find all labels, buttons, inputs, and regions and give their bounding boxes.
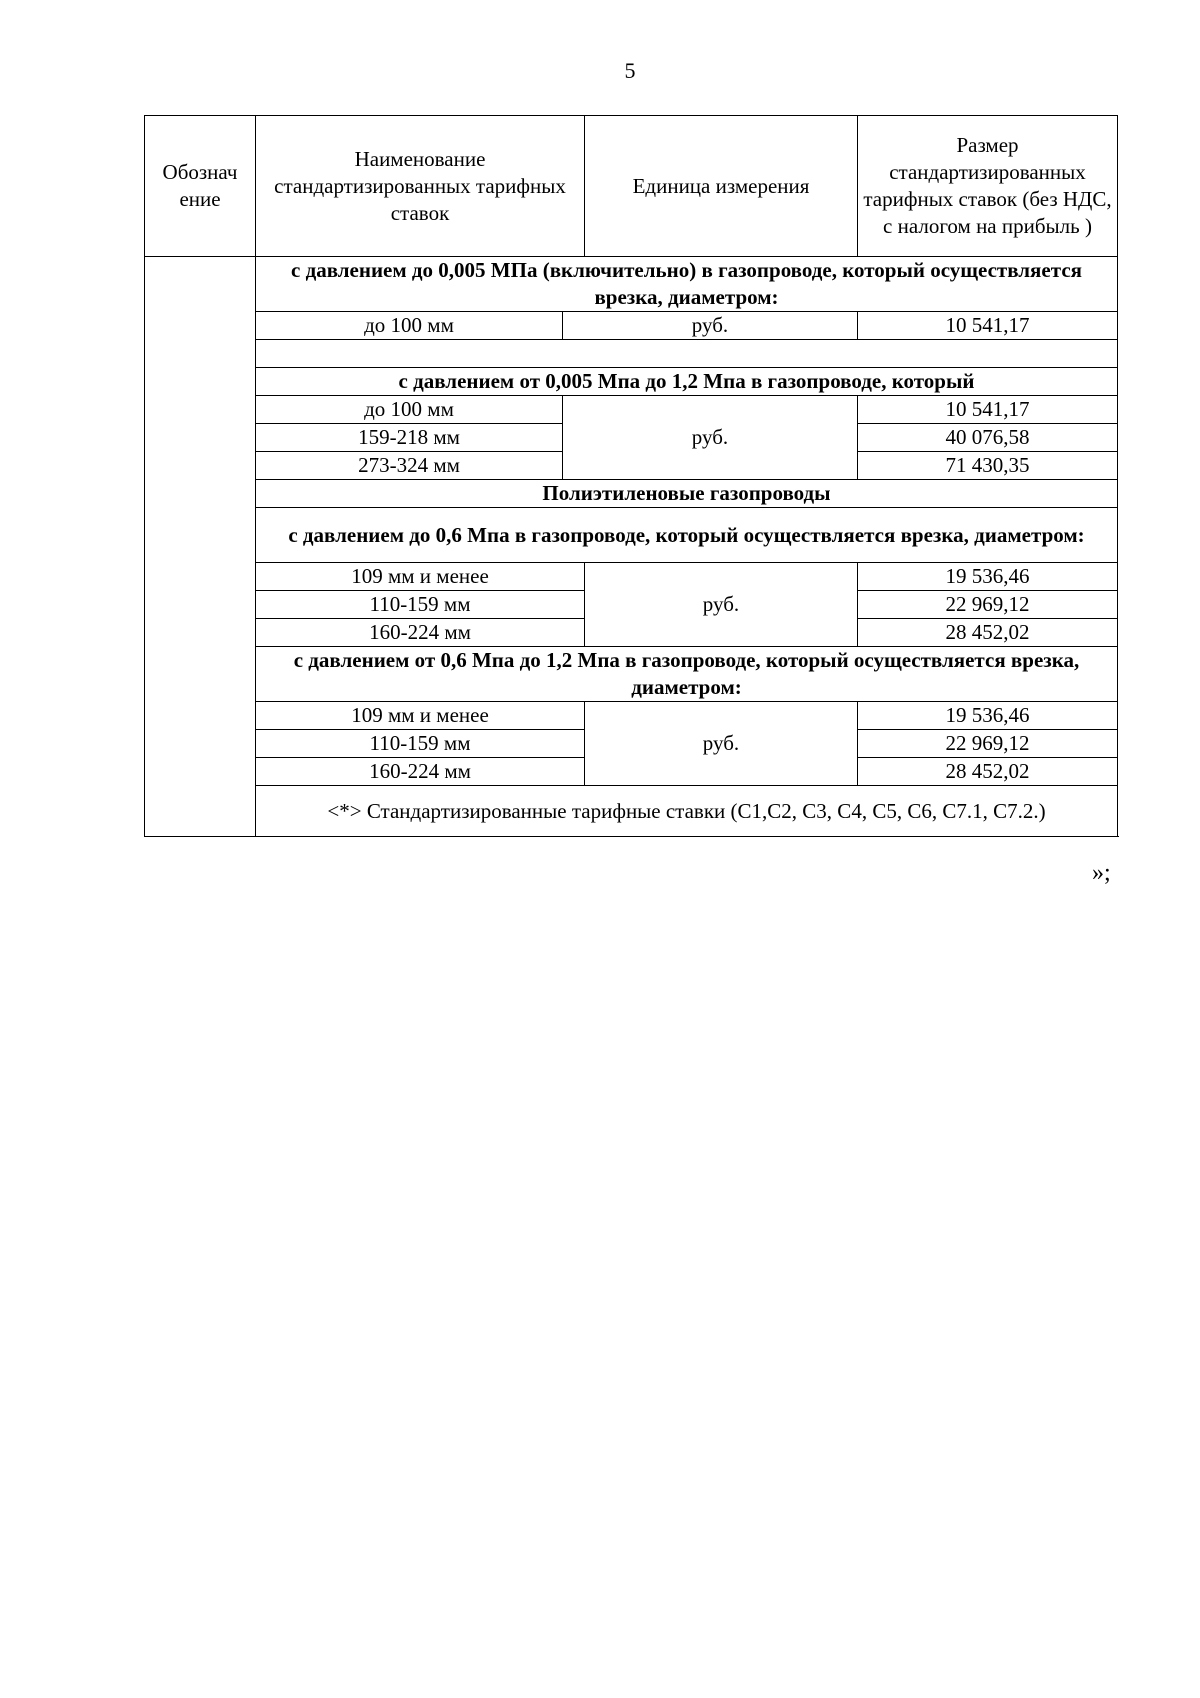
value-cell: 19 536,46 (858, 563, 1118, 591)
diameter-cell: 273-324 мм (256, 452, 563, 480)
designation-cell (145, 257, 256, 837)
empty-row (145, 340, 1118, 368)
table-row (145, 702, 1118, 730)
value-cell: 40 076,58 (858, 424, 1118, 452)
value-cell: 10 541,17 (858, 312, 1118, 340)
value-cell: 71 430,35 (858, 452, 1118, 480)
header-name: Наименование стандартизированных тарифных ставок (256, 116, 585, 257)
diameter-cell: 110-159 мм (256, 591, 585, 619)
closing-quote-mark: »; (1092, 860, 1111, 886)
tariff-table (144, 115, 1118, 837)
diameter-cell: 109 мм и менее (256, 702, 585, 730)
diameter-cell: 159-218 мм (256, 424, 563, 452)
footnote: <*> Стандартизированные тарифные ставки (С1,С2, С3, С4, С5, С6, С7.1, С7.2.) (256, 786, 1118, 837)
unit-cell: руб. (563, 312, 858, 340)
header-designation: Обознач ение (145, 116, 256, 257)
diameter-cell: 110-159 мм (256, 730, 585, 758)
unit-cell: руб. (585, 702, 858, 786)
diameter-cell: 160-224 мм (256, 758, 585, 786)
unit-cell: руб. (563, 396, 858, 480)
section-title: Полиэтиленовые газопроводы (256, 480, 1118, 508)
section-heading: с давлением до 0,6 Мпа в газопроводе, который осуществляется врезка, диаметром: (256, 508, 1118, 563)
table-row (145, 563, 1118, 591)
diameter-cell: до 100 мм (256, 396, 563, 424)
section-heading: с давлением от 0,005 Мпа до 1,2 Мпа в газопроводе, который (256, 368, 1118, 396)
diameter-cell: 109 мм и менее (256, 563, 585, 591)
header-unit: Единица измерения (585, 116, 858, 257)
unit-cell: руб. (585, 563, 858, 647)
value-cell: 19 536,46 (858, 702, 1118, 730)
section-heading: с давлением от 0,6 Мпа до 1,2 Мпа в газопроводе, который осуществляется врезка, диаметром: (256, 647, 1118, 702)
section-heading: с давлением до 0,005 МПа (включительно) в газопроводе, который осуществляется врезка, диаметром: (256, 257, 1118, 312)
page-number: 5 (624, 58, 636, 83)
value-cell: 28 452,02 (858, 619, 1118, 647)
table-header-row (145, 116, 1118, 257)
value-cell: 28 452,02 (858, 758, 1118, 786)
table-row (145, 396, 1118, 424)
value-cell: 10 541,17 (858, 396, 1118, 424)
value-cell: 22 969,12 (858, 730, 1118, 758)
table-row (145, 312, 1118, 340)
value-cell: 22 969,12 (858, 591, 1118, 619)
diameter-cell: 160-224 мм (256, 619, 585, 647)
diameter-cell: до 100 мм (256, 312, 563, 340)
header-size: Размер стандартизированных тарифных ставок (без НДС, с налогом на прибыль ) (858, 116, 1118, 257)
